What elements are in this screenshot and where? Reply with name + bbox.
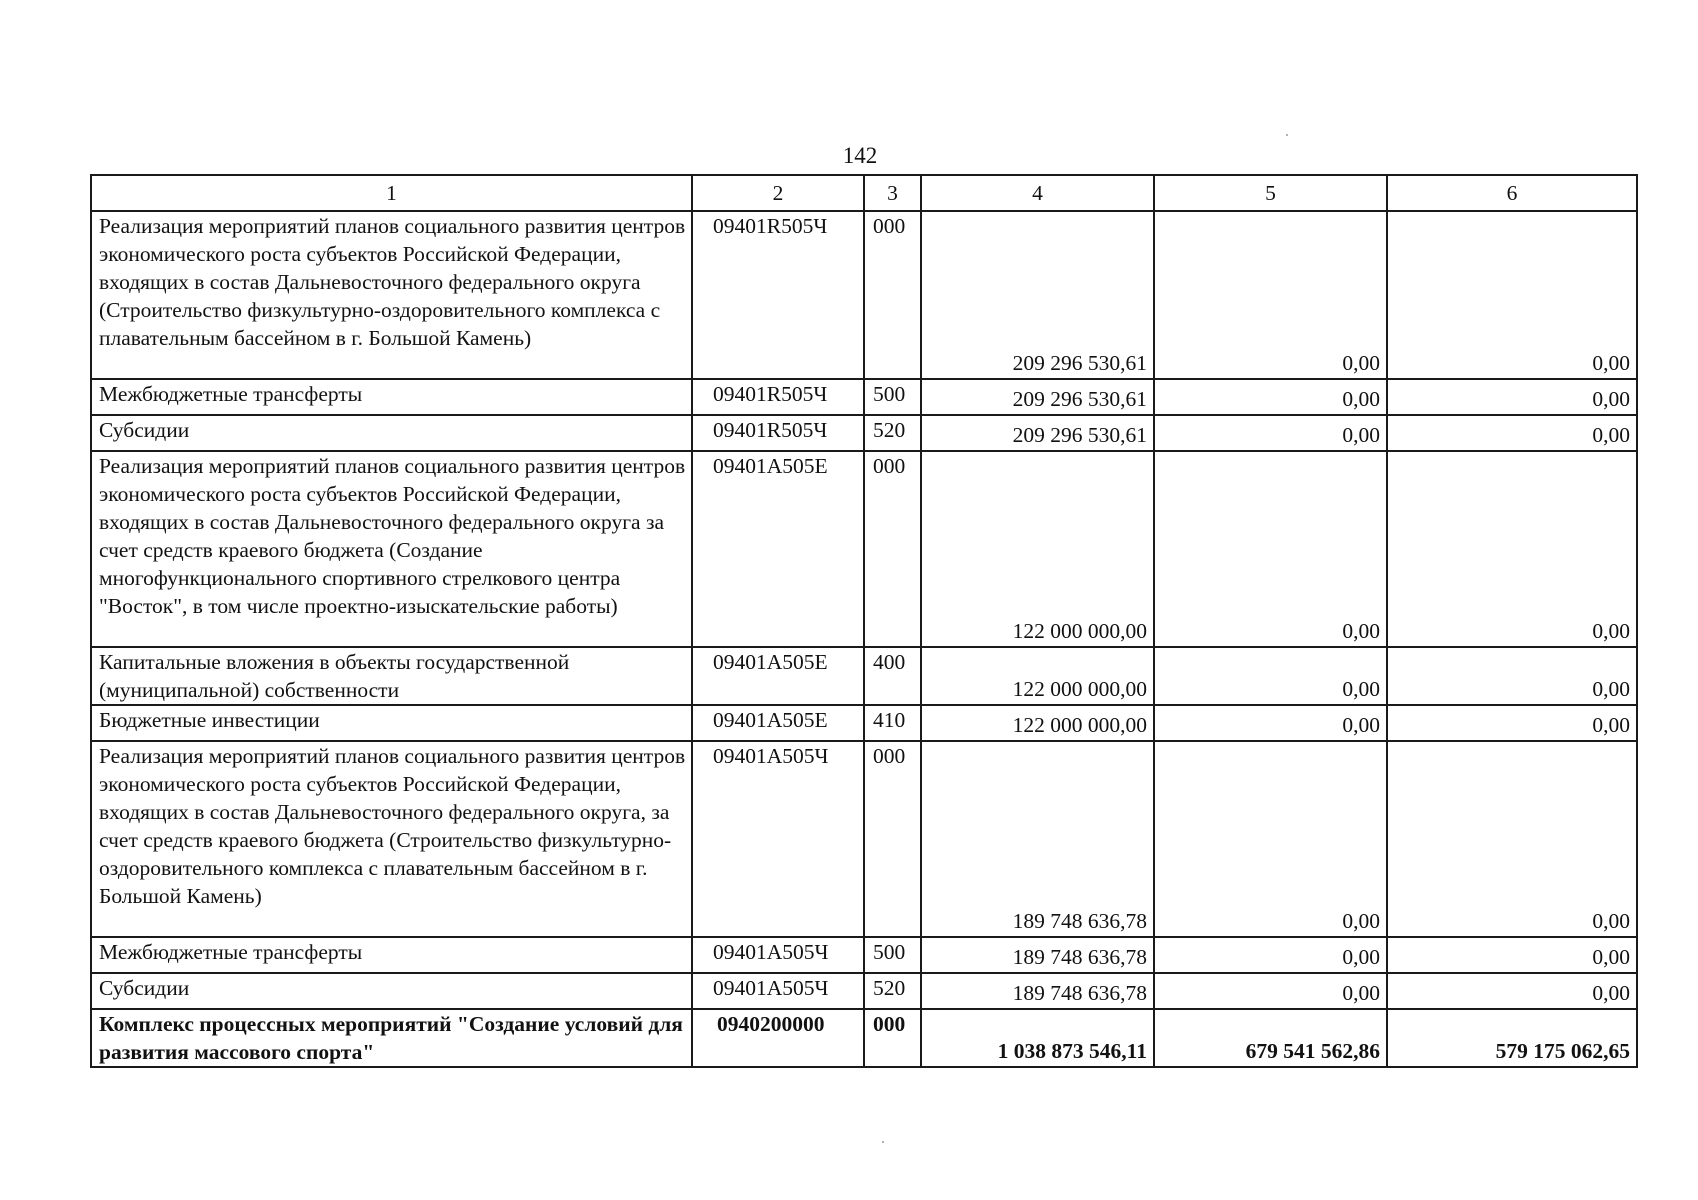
column-header: 1 [91,175,692,211]
row-name: Реализация мероприятий планов социального развития центров экономического роста субъектов Российской Федерации, входящих в состав Дальневосточного федерального округа (Строительство физкультурно-оздоровительного комплекса с плавательным бассейном в г. Большой Камень) [91,211,692,379]
row-amount-col5: 0,00 [1154,705,1387,741]
table-row [91,973,1637,1009]
table-row [91,647,1637,705]
row-name: Капитальные вложения в объекты государственной (муниципальной) собственности [91,647,692,705]
row-code: 09401R505Ч [692,415,864,451]
row-expense-type: 500 [864,379,921,415]
budget-table [90,174,1638,1068]
row-amount-col4: 1 038 873 546,11 [921,1009,1154,1067]
column-header: 3 [864,175,921,211]
row-amount-col5: 0,00 [1154,647,1387,705]
row-expense-type: 410 [864,705,921,741]
table-row [91,705,1637,741]
row-expense-type: 520 [864,415,921,451]
row-amount-col6: 0,00 [1387,973,1637,1009]
row-amount-col4: 209 296 530,61 [921,415,1154,451]
row-expense-type: 000 [864,1009,921,1067]
row-name: Бюджетные инвестиции [91,705,692,741]
row-code: 0940200000 [692,1009,864,1067]
row-name: Межбюджетные трансферты [91,379,692,415]
table-row [91,741,1637,937]
row-name: Межбюджетные трансферты [91,937,692,973]
row-code: 09401A505E [692,647,864,705]
row-expense-type: 000 [864,211,921,379]
scan-speck [1286,134,1288,136]
row-expense-type: 520 [864,973,921,1009]
row-amount-col6: 0,00 [1387,415,1637,451]
row-name: Комплекс процессных мероприятий "Создание условий для развития массового спорта" [91,1009,692,1067]
row-amount-col4: 209 296 530,61 [921,211,1154,379]
row-name: Реализация мероприятий планов социального развития центров экономического роста субъектов Российской Федерации, входящих в состав Дальневосточного федерального округа за счет средств краевого бюджета (Создание многофункционального спортивного стрелкового центра "Восток", в том числе проектно-изыскательские работы) [91,451,692,647]
row-code: 09401R505Ч [692,379,864,415]
row-expense-type: 000 [864,451,921,647]
row-amount-col5: 0,00 [1154,379,1387,415]
row-code: 09401A505Ч [692,741,864,937]
row-name: Субсидии [91,973,692,1009]
table-row [91,451,1637,647]
row-amount-col5: 0,00 [1154,741,1387,937]
row-code: 09401A505E [692,451,864,647]
row-amount-col6: 579 175 062,65 [1387,1009,1637,1067]
column-header: 6 [1387,175,1637,211]
row-code: 09401A505E [692,705,864,741]
row-amount-col4: 122 000 000,00 [921,705,1154,741]
row-code: 09401A505Ч [692,973,864,1009]
row-amount-col4: 209 296 530,61 [921,379,1154,415]
row-amount-col4: 189 748 636,78 [921,937,1154,973]
row-amount-col5: 0,00 [1154,973,1387,1009]
column-number-row [91,175,1637,211]
row-amount-col6: 0,00 [1387,647,1637,705]
row-amount-col6: 0,00 [1387,741,1637,937]
row-expense-type: 500 [864,937,921,973]
table-row-total [91,1009,1637,1067]
table-row [91,415,1637,451]
column-header: 4 [921,175,1154,211]
row-amount-col4: 189 748 636,78 [921,741,1154,937]
table-row [91,379,1637,415]
row-amount-col6: 0,00 [1387,211,1637,379]
column-header: 2 [692,175,864,211]
row-amount-col5: 679 541 562,86 [1154,1009,1387,1067]
table-row [91,937,1637,973]
row-amount-col4: 122 000 000,00 [921,451,1154,647]
row-amount-col5: 0,00 [1154,211,1387,379]
row-amount-col4: 122 000 000,00 [921,647,1154,705]
row-expense-type: 400 [864,647,921,705]
row-expense-type: 000 [864,741,921,937]
row-amount-col6: 0,00 [1387,451,1637,647]
column-header: 5 [1154,175,1387,211]
row-amount-col6: 0,00 [1387,705,1637,741]
row-amount-col5: 0,00 [1154,415,1387,451]
row-name: Субсидии [91,415,692,451]
row-amount-col6: 0,00 [1387,937,1637,973]
row-code: 09401A505Ч [692,937,864,973]
row-amount-col4: 189 748 636,78 [921,973,1154,1009]
row-amount-col5: 0,00 [1154,451,1387,647]
page-number: 142 [842,143,878,168]
row-amount-col5: 0,00 [1154,937,1387,973]
row-name: Реализация мероприятий планов социального развития центров экономического роста субъектов Российской Федерации, входящих в состав Дальневосточного федерального округа, за счет средств краевого бюджета (Строительство физкультурно-оздоровительного комплекса с плавательным бассейном в г. Большой Камень) [91,741,692,937]
scan-speck [882,1141,884,1143]
row-amount-col6: 0,00 [1387,379,1637,415]
row-code: 09401R505Ч [692,211,864,379]
table-row [91,211,1637,379]
